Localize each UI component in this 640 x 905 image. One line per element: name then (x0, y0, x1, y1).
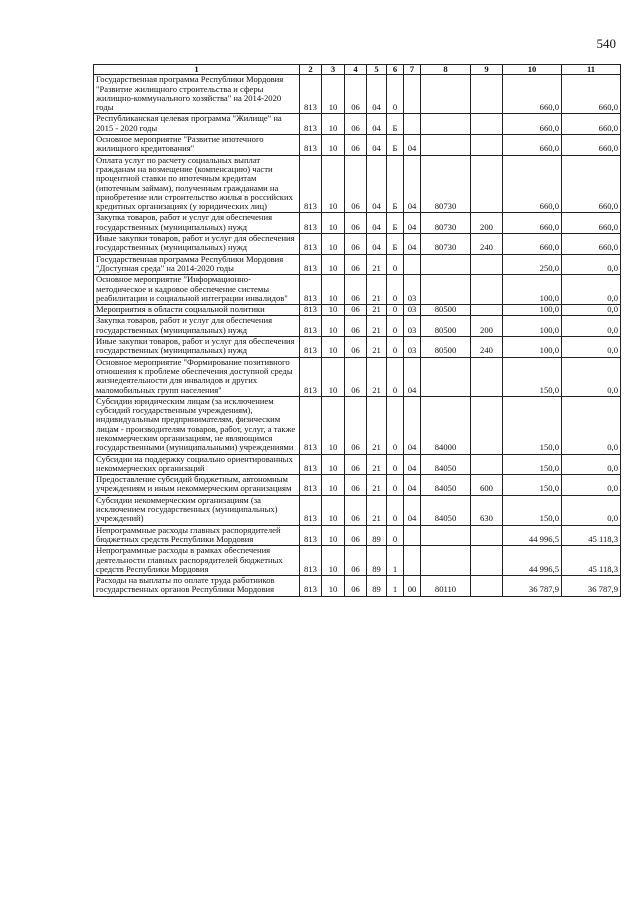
code-ministry: 813 (300, 275, 322, 305)
code-direction: 84050 (421, 495, 471, 525)
code-ministry: 813 (300, 546, 322, 576)
code-subprogram: 0 (387, 495, 404, 525)
amount-year-2: 660,0 (562, 234, 621, 255)
row-name: Иные закупки товаров, работ и услуг для обеспечения государственных (муниципальных) нужд (94, 234, 300, 255)
code-program: 04 (367, 213, 387, 234)
table-row (94, 495, 621, 525)
code-event: 03 (404, 275, 421, 305)
column-header: 6 (387, 65, 404, 75)
code-section: 10 (322, 454, 345, 475)
table-body (94, 75, 621, 596)
amount-year-2: 0,0 (562, 316, 621, 337)
amount-year-2: 660,0 (562, 213, 621, 234)
amount-year-1: 44 996,5 (503, 525, 562, 546)
code-direction: 80500 (421, 305, 471, 316)
amount-year-1: 100,0 (503, 275, 562, 305)
amount-year-1: 250,0 (503, 254, 562, 275)
row-name: Субсидии юридическим лицам (за исключением субсидий государственным учреждениям), индивидуальным предпринимателям, физическим лицам - производителям товаров, работ, услуг, а также некоммерческим организациям, не являющимся государственными (муниципальными) учреждениями (94, 396, 300, 454)
row-name: Оплата услуг по расчету социальных выплат гражданам на возмещение (компенсацию) части процентной ставки по ипотечным кредитам (ипотечным займам), полученным гражданами на приобретение или строительство жилья в российских кредитных организациях (у юридических лиц) (94, 155, 300, 213)
amount-year-1: 150,0 (503, 495, 562, 525)
row-name: Государственная программа Республики Мордовия "Развитие жилищного строительства и сферы жилищно-коммунального хозяйства" на 2014-2020 годы (94, 75, 300, 114)
page-number: 540 (596, 36, 616, 51)
code-direction: 80500 (421, 337, 471, 358)
code-ministry: 813 (300, 576, 322, 597)
row-name: Основное мероприятие "Формирование позитивного отношения к проблеме обеспечения доступной среды жизнедеятельности для инвалидов и других маломобильных групп населения" (94, 357, 300, 396)
amount-year-1: 100,0 (503, 337, 562, 358)
row-name: Иные закупки товаров, работ и услуг для обеспечения государственных (муниципальных) нужд (94, 337, 300, 358)
code-section: 10 (322, 275, 345, 305)
code-section: 10 (322, 234, 345, 255)
code-subsection: 06 (345, 75, 367, 114)
code-subprogram: 1 (387, 546, 404, 576)
code-event: 04 (404, 135, 421, 156)
amount-year-2: 660,0 (562, 114, 621, 135)
code-expense-type (471, 275, 503, 305)
code-direction: 80730 (421, 213, 471, 234)
code-program: 04 (367, 135, 387, 156)
row-name: Основное мероприятие "Развитие ипотечного жилищного кредитования" (94, 135, 300, 156)
code-expense-type (471, 155, 503, 213)
code-section: 10 (322, 155, 345, 213)
amount-year-1: 44 996,5 (503, 546, 562, 576)
table-row (94, 234, 621, 255)
code-subprogram: Б (387, 234, 404, 255)
code-program: 21 (367, 305, 387, 316)
code-direction (421, 135, 471, 156)
code-event: 04 (404, 213, 421, 234)
code-section: 10 (322, 495, 345, 525)
code-direction (421, 75, 471, 114)
code-program: 21 (367, 396, 387, 454)
code-expense-type (471, 525, 503, 546)
code-expense-type (471, 357, 503, 396)
code-expense-type (471, 546, 503, 576)
amount-year-2: 660,0 (562, 135, 621, 156)
code-subprogram: Б (387, 114, 404, 135)
code-section: 10 (322, 357, 345, 396)
amount-year-2: 0,0 (562, 337, 621, 358)
code-subsection: 06 (345, 357, 367, 396)
code-event: 04 (404, 454, 421, 475)
code-ministry: 813 (300, 475, 322, 496)
code-subprogram: Б (387, 135, 404, 156)
code-expense-type (471, 75, 503, 114)
amount-year-2: 0,0 (562, 254, 621, 275)
code-subsection: 06 (345, 454, 367, 475)
code-subprogram: Б (387, 155, 404, 213)
code-program: 04 (367, 114, 387, 135)
table-row (94, 114, 621, 135)
code-section: 10 (322, 75, 345, 114)
code-section: 10 (322, 254, 345, 275)
amount-year-2: 0,0 (562, 495, 621, 525)
code-ministry: 813 (300, 254, 322, 275)
code-ministry: 813 (300, 155, 322, 213)
code-subsection: 06 (345, 114, 367, 135)
code-subprogram: 0 (387, 275, 404, 305)
code-program: 21 (367, 316, 387, 337)
code-subprogram: 1 (387, 576, 404, 597)
amount-year-2: 0,0 (562, 396, 621, 454)
code-program: 21 (367, 357, 387, 396)
code-direction: 84000 (421, 396, 471, 454)
row-name: Государственная программа Республики Мордовия "Доступная среда" на 2014-2020 годы (94, 254, 300, 275)
code-program: 89 (367, 576, 387, 597)
code-program: 89 (367, 525, 387, 546)
code-expense-type (471, 305, 503, 316)
code-program: 89 (367, 546, 387, 576)
code-subprogram: 0 (387, 316, 404, 337)
amount-year-1: 100,0 (503, 316, 562, 337)
code-direction (421, 357, 471, 396)
code-section: 10 (322, 546, 345, 576)
code-subsection: 06 (345, 305, 367, 316)
code-expense-type: 240 (471, 234, 503, 255)
table-row (94, 525, 621, 546)
code-direction (421, 525, 471, 546)
code-subsection: 06 (345, 213, 367, 234)
code-subsection: 06 (345, 475, 367, 496)
code-direction: 84050 (421, 475, 471, 496)
column-header: 10 (503, 65, 562, 75)
code-subprogram: 0 (387, 396, 404, 454)
code-ministry: 813 (300, 234, 322, 255)
code-section: 10 (322, 475, 345, 496)
amount-year-1: 660,0 (503, 135, 562, 156)
code-expense-type (471, 454, 503, 475)
code-event: 04 (404, 396, 421, 454)
row-name: Закупка товаров, работ и услуг для обеспечения государственных (муниципальных) нужд (94, 213, 300, 234)
amount-year-2: 0,0 (562, 475, 621, 496)
code-subsection: 06 (345, 495, 367, 525)
code-ministry: 813 (300, 75, 322, 114)
table-row (94, 546, 621, 576)
code-ministry: 813 (300, 495, 322, 525)
code-event (404, 254, 421, 275)
code-subsection: 06 (345, 546, 367, 576)
table-row (94, 213, 621, 234)
code-direction (421, 114, 471, 135)
code-ministry: 813 (300, 396, 322, 454)
code-ministry: 813 (300, 316, 322, 337)
code-expense-type: 200 (471, 316, 503, 337)
code-ministry: 813 (300, 337, 322, 358)
code-expense-type (471, 576, 503, 597)
code-direction: 80110 (421, 576, 471, 597)
row-name: Закупка товаров, работ и услуг для обеспечения государственных (муниципальных) нужд (94, 316, 300, 337)
table-row (94, 275, 621, 305)
row-name: Субсидии некоммерческим организациям (за исключением государственных (муниципальных) учреждений) (94, 495, 300, 525)
code-subsection: 06 (345, 316, 367, 337)
column-header: 2 (300, 65, 322, 75)
row-name: Непрограммные расходы в рамках обеспечения деятельности главных распорядителей бюджетных средств Республики Мордовия (94, 546, 300, 576)
code-subsection: 06 (345, 254, 367, 275)
amount-year-1: 150,0 (503, 454, 562, 475)
table-row (94, 396, 621, 454)
code-subsection: 06 (345, 396, 367, 454)
amount-year-1: 660,0 (503, 234, 562, 255)
row-name: Расходы на выплаты по оплате труда работников государственных органов Республики Мордовия (94, 576, 300, 597)
code-ministry: 813 (300, 357, 322, 396)
code-subsection: 06 (345, 525, 367, 546)
table-row (94, 357, 621, 396)
code-subprogram: 0 (387, 305, 404, 316)
amount-year-2: 660,0 (562, 155, 621, 213)
code-section: 10 (322, 525, 345, 546)
code-expense-type (471, 254, 503, 275)
code-section: 10 (322, 316, 345, 337)
code-expense-type (471, 396, 503, 454)
code-expense-type (471, 114, 503, 135)
code-section: 10 (322, 337, 345, 358)
table-row (94, 576, 621, 597)
code-expense-type: 200 (471, 213, 503, 234)
code-section: 10 (322, 114, 345, 135)
table-row (94, 75, 621, 114)
code-ministry: 813 (300, 114, 322, 135)
code-ministry: 813 (300, 454, 322, 475)
code-subprogram: 0 (387, 357, 404, 396)
header-row (94, 65, 621, 75)
column-header: 4 (345, 65, 367, 75)
code-section: 10 (322, 135, 345, 156)
table-row (94, 475, 621, 496)
table-row (94, 305, 621, 316)
code-event: 04 (404, 475, 421, 496)
column-header: 8 (421, 65, 471, 75)
amount-year-1: 150,0 (503, 357, 562, 396)
amount-year-1: 660,0 (503, 75, 562, 114)
code-program: 04 (367, 234, 387, 255)
code-event: 03 (404, 316, 421, 337)
code-event (404, 114, 421, 135)
code-subprogram: 0 (387, 254, 404, 275)
code-subsection: 06 (345, 155, 367, 213)
code-program: 04 (367, 155, 387, 213)
code-direction (421, 546, 471, 576)
code-expense-type: 240 (471, 337, 503, 358)
code-section: 10 (322, 396, 345, 454)
code-section: 10 (322, 213, 345, 234)
table-row (94, 135, 621, 156)
column-header: 11 (562, 65, 621, 75)
code-event: 04 (404, 357, 421, 396)
row-name: Мероприятия в области социальной политики (94, 305, 300, 316)
code-section: 10 (322, 576, 345, 597)
column-header: 3 (322, 65, 345, 75)
amount-year-2: 660,0 (562, 75, 621, 114)
code-program: 21 (367, 454, 387, 475)
amount-year-2: 0,0 (562, 275, 621, 305)
amount-year-1: 660,0 (503, 114, 562, 135)
code-subprogram: Б (387, 213, 404, 234)
budget-table (93, 64, 621, 597)
code-direction (421, 275, 471, 305)
table-row (94, 155, 621, 213)
column-header: 5 (367, 65, 387, 75)
column-header: 9 (471, 65, 503, 75)
amount-year-1: 660,0 (503, 213, 562, 234)
code-program: 21 (367, 475, 387, 496)
amount-year-1: 36 787,9 (503, 576, 562, 597)
column-header: 7 (404, 65, 421, 75)
amount-year-2: 45 118,3 (562, 546, 621, 576)
table-row (94, 454, 621, 475)
code-subsection: 06 (345, 275, 367, 305)
table-row (94, 254, 621, 275)
code-event (404, 75, 421, 114)
table-row (94, 337, 621, 358)
code-ministry: 813 (300, 135, 322, 156)
code-expense-type: 630 (471, 495, 503, 525)
code-subsection: 06 (345, 337, 367, 358)
code-subsection: 06 (345, 135, 367, 156)
code-event: 00 (404, 576, 421, 597)
code-ministry: 813 (300, 525, 322, 546)
code-event: 03 (404, 337, 421, 358)
code-event (404, 525, 421, 546)
code-subprogram: 0 (387, 525, 404, 546)
code-direction: 80500 (421, 316, 471, 337)
amount-year-2: 36 787,9 (562, 576, 621, 597)
code-ministry: 813 (300, 305, 322, 316)
row-name: Субсидии на поддержку социально ориентированных некоммерческих организаций (94, 454, 300, 475)
code-subprogram: 0 (387, 75, 404, 114)
amount-year-2: 45 118,3 (562, 525, 621, 546)
code-program: 21 (367, 254, 387, 275)
amount-year-1: 150,0 (503, 396, 562, 454)
code-event: 04 (404, 234, 421, 255)
row-name: Непрограммные расходы главных распорядителей бюджетных средств Республики Мордовия (94, 525, 300, 546)
code-event: 03 (404, 305, 421, 316)
code-subsection: 06 (345, 234, 367, 255)
code-ministry: 813 (300, 213, 322, 234)
code-expense-type: 600 (471, 475, 503, 496)
row-name: Основное мероприятие "Информационно-методическое и кадровое обеспечение системы реабилитации и социальной интеграции инвалидов" (94, 275, 300, 305)
code-event: 04 (404, 495, 421, 525)
code-section: 10 (322, 305, 345, 316)
code-program: 04 (367, 75, 387, 114)
code-direction: 84050 (421, 454, 471, 475)
code-event (404, 546, 421, 576)
code-direction: 80730 (421, 155, 471, 213)
amount-year-1: 660,0 (503, 155, 562, 213)
amount-year-2: 0,0 (562, 357, 621, 396)
amount-year-1: 100,0 (503, 305, 562, 316)
code-program: 21 (367, 337, 387, 358)
amount-year-1: 150,0 (503, 475, 562, 496)
code-direction (421, 254, 471, 275)
code-expense-type (471, 135, 503, 156)
code-subprogram: 0 (387, 337, 404, 358)
amount-year-2: 0,0 (562, 454, 621, 475)
code-program: 21 (367, 495, 387, 525)
code-program: 21 (367, 275, 387, 305)
row-name: Предоставление субсидий бюджетным, автономным учреждениям и иным некоммерческим организациям (94, 475, 300, 496)
row-name: Республиканская целевая программа "Жилище" на 2015 - 2020 годы (94, 114, 300, 135)
table-row (94, 316, 621, 337)
code-direction: 80730 (421, 234, 471, 255)
code-event: 04 (404, 155, 421, 213)
column-header: 1 (94, 65, 300, 75)
code-subprogram: 0 (387, 454, 404, 475)
code-subprogram: 0 (387, 475, 404, 496)
code-subsection: 06 (345, 576, 367, 597)
amount-year-2: 0,0 (562, 305, 621, 316)
